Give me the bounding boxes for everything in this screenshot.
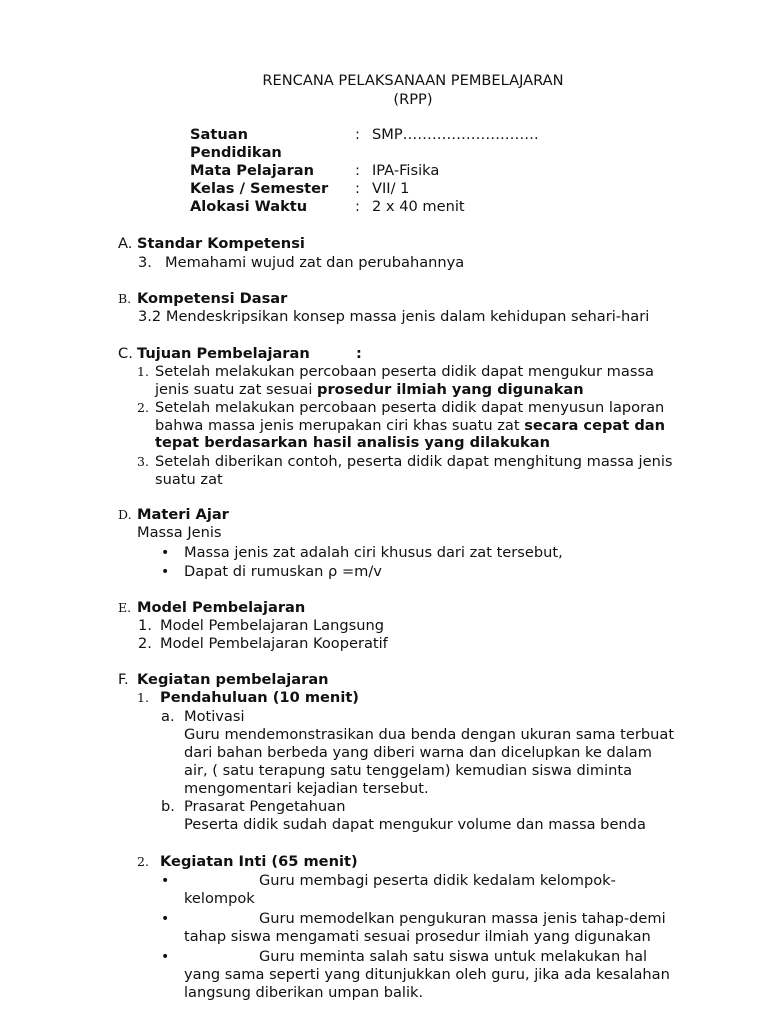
list-letter: b. — [161, 798, 175, 815]
info-value: VII/ 1 — [372, 180, 410, 197]
list-number: 1. — [137, 690, 149, 705]
info-label: Satuan — [190, 126, 248, 143]
section-heading: Model Pembelajaran — [137, 599, 306, 616]
section-letter: D. — [118, 507, 132, 522]
list-item-text: 3.2 Mendeskripsikan konsep massa jenis dalam kehidupan sehari-hari — [138, 308, 650, 325]
list-item-text: Model Pembelajaran Kooperatif — [160, 635, 388, 652]
list-item-text: suatu zat — [155, 471, 223, 488]
bullet-text: Guru membagi peserta didik kedalam kelompok- — [259, 872, 616, 889]
list-item-text: tepat berdasarkan hasil analisis yang dilakukan — [155, 434, 550, 451]
list-letter: a. — [161, 708, 175, 725]
document-subtitle: (RPP) — [393, 91, 433, 108]
section-letter: E. — [118, 600, 132, 615]
subsection-heading: Kegiatan Inti (65 menit) — [160, 853, 358, 870]
bullet-text: tahap siswa mengamati sesuai prosedur ilmiah yang digunakan — [184, 928, 651, 945]
info-value: SMP………………………. — [372, 126, 539, 143]
bullet-text: Guru meminta salah satu siswa untuk melakukan hal — [259, 948, 648, 965]
info-value: IPA-Fisika — [372, 162, 440, 179]
bullet-text: Dapat di rumuskan ρ =m/v — [184, 563, 382, 580]
section-heading: Standar Kompetensi — [137, 235, 305, 252]
bullet-icon: • — [161, 564, 170, 580]
list-item-title: Prasarat Pengetahuan — [184, 798, 346, 815]
list-number: 3. — [137, 454, 149, 469]
list-item-text: Setelah diberikan contoh, peserta didik dapat menghitung massa jenis — [155, 453, 673, 470]
list-item-text: Peserta didik sudah dapat mengukur volume dan massa benda — [184, 816, 646, 833]
section-letter: B. — [118, 291, 132, 306]
bullet-text: Guru memodelkan pengukuran massa jenis tahap-demi — [259, 910, 666, 927]
bullet-text: kelompok — [184, 890, 255, 907]
info-value: 2 x 40 menit — [372, 198, 465, 215]
list-item-text: Model Pembelajaran Langsung — [160, 617, 384, 634]
section-subheading: Massa Jenis — [137, 524, 222, 541]
bullet-icon: • — [161, 949, 170, 965]
info-colon: : — [355, 198, 360, 215]
section-heading: Tujuan Pembelajaran — [137, 345, 310, 362]
section-letter: A. — [118, 235, 133, 252]
list-item-text: Guru mendemonstrasikan dua benda dengan ukuran sama terbuat — [184, 726, 675, 743]
info-label: Kelas / Semester — [190, 180, 329, 197]
info-colon: : — [355, 180, 360, 197]
bullet-text: langsung diberikan umpan balik. — [184, 984, 424, 1001]
info-label: Mata Pelajaran — [190, 162, 315, 179]
info-label: Alokasi Waktu — [190, 198, 308, 215]
section-heading: Materi Ajar — [137, 506, 229, 523]
list-item-text: dari bahan berbeda yang diberi warna dan dicelupkan ke dalam — [184, 744, 652, 761]
bullet-text: yang sama seperti yang ditunjukkan oleh guru, jika ada kesalahan — [184, 966, 670, 983]
list-number: 2. — [138, 635, 152, 652]
list-item-text: air, ( satu terapung satu tenggelam) kemudian siswa diminta — [184, 762, 633, 779]
list-number: 1. — [137, 364, 149, 379]
section-heading: Kompetensi Dasar — [137, 290, 288, 307]
list-item-text: mengomentari kejadian tersebut. — [184, 780, 429, 797]
list-number: 2. — [137, 400, 149, 415]
bullet-icon: • — [161, 873, 170, 889]
bullet-icon: • — [161, 545, 170, 561]
list-item-title: Motivasi — [184, 708, 245, 725]
section-heading: Kegiatan pembelajaran — [137, 671, 329, 688]
list-item-text: bahwa massa jenis merupakan ciri khas suatu zat secara cepat dan — [155, 417, 666, 434]
document-title: RENCANA PELAKSANAAN PEMBELAJARAN — [262, 72, 564, 89]
list-number: 2. — [137, 854, 149, 869]
list-number: 3. — [138, 254, 152, 271]
list-item-text: jenis suatu zat sesuai prosedur ilmiah yang digunakan — [155, 381, 584, 398]
info-colon: : — [355, 126, 360, 143]
list-item-text: Setelah melakukan percobaan peserta didik dapat menyusun laporan — [155, 399, 665, 416]
info-colon: : — [355, 162, 360, 179]
section-colon: : — [356, 345, 362, 362]
info-label: Pendidikan — [190, 144, 282, 161]
subsection-heading: Pendahuluan (10 menit) — [160, 689, 359, 706]
bullet-text: Massa jenis zat adalah ciri khusus dari zat tersebut, — [184, 544, 563, 561]
bullet-icon: • — [161, 911, 170, 927]
section-letter: C. — [118, 345, 133, 362]
list-item-text: Memahami wujud zat dan perubahannya — [165, 254, 465, 271]
section-letter: F. — [118, 671, 129, 688]
list-item-text: Setelah melakukan percobaan peserta didik dapat mengukur massa — [155, 363, 654, 380]
list-number: 1. — [138, 617, 152, 634]
